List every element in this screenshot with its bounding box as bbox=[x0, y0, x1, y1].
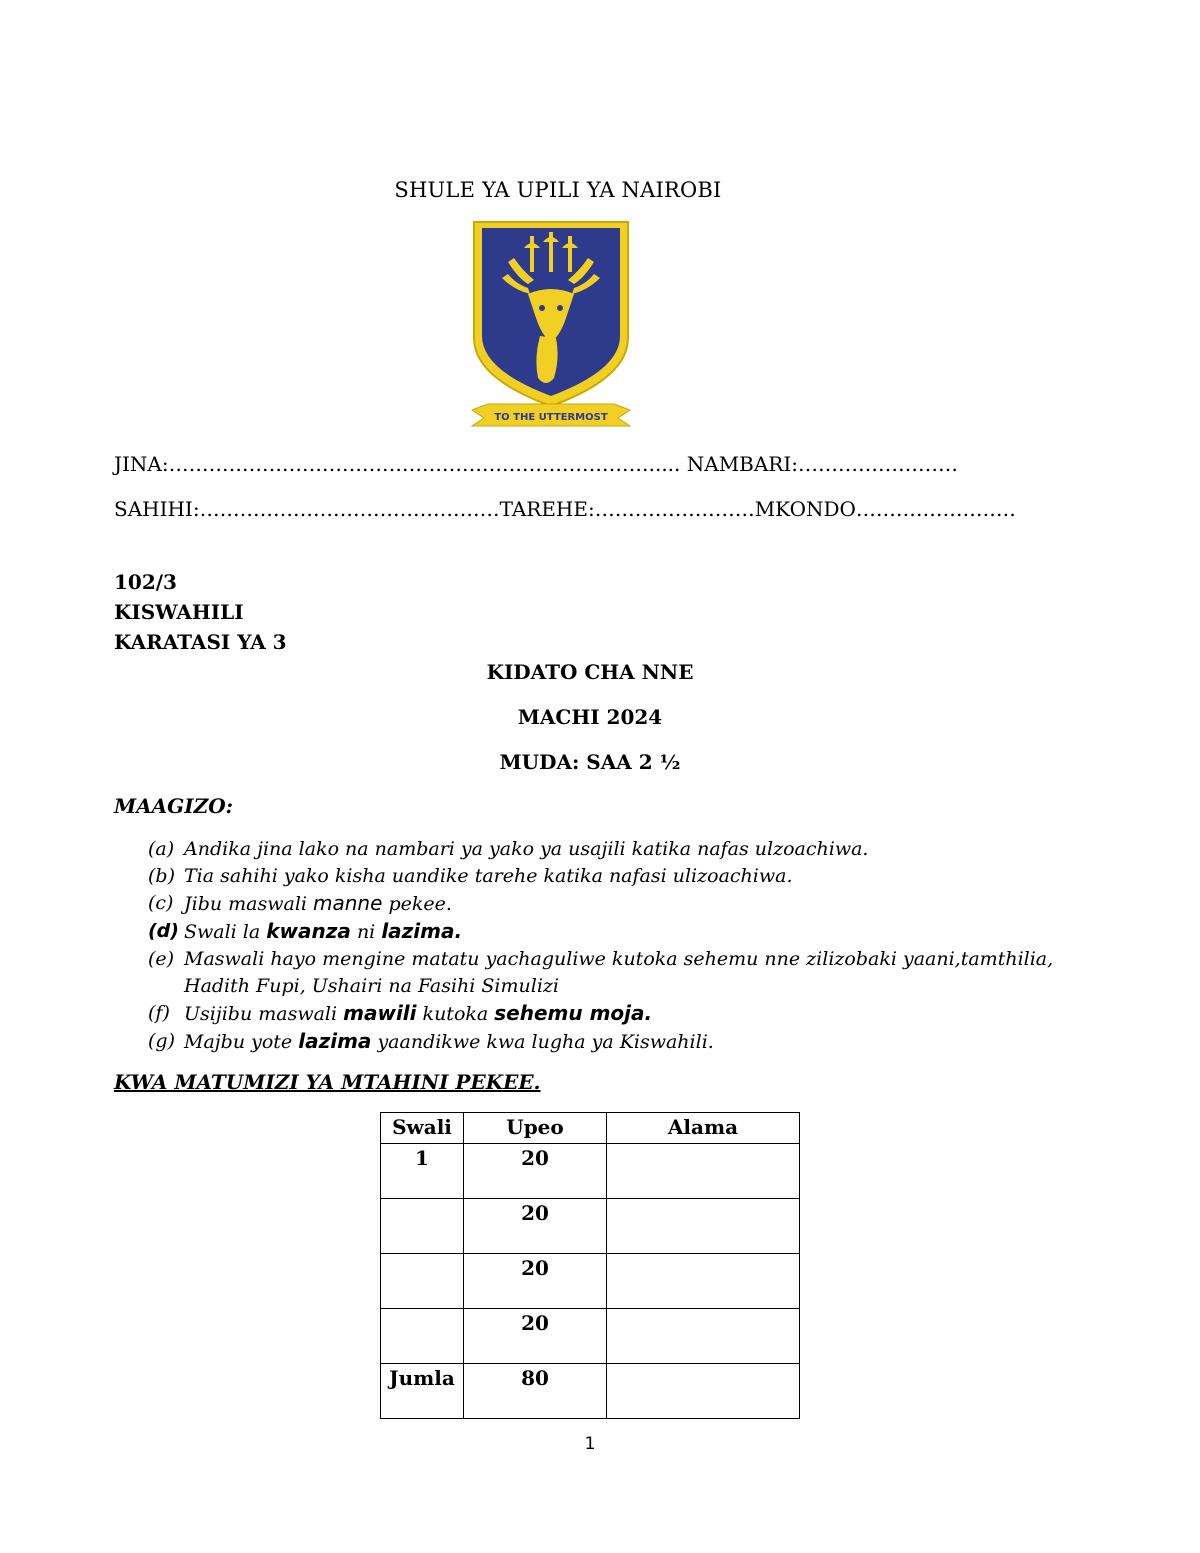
instruction-text: Swali la kwanza ni lazima. bbox=[184, 919, 463, 943]
table-row bbox=[381, 1309, 800, 1364]
sahihi-tarehe-mkondo-field: SAHIHI:………………………………………TAREHE:……………………MKONDO…………………… bbox=[114, 497, 1016, 521]
paper-kidato: KIDATO CHA NNE bbox=[486, 660, 694, 684]
instruction-label: (f) bbox=[148, 1002, 170, 1024]
instruction-emphasis: lazima bbox=[381, 919, 455, 943]
upeo-cell: 20 bbox=[464, 1309, 607, 1364]
instruction-item bbox=[148, 1028, 1068, 1056]
upeo-cell: 20 bbox=[464, 1254, 607, 1309]
crest-motto: TO THE UTTERMOST bbox=[494, 412, 608, 423]
marks-table bbox=[380, 1112, 800, 1419]
jina-nambari-field: JINA:………………………………………………………………..... NAMBARI:…………………… bbox=[114, 452, 959, 476]
instruction-item bbox=[148, 918, 1068, 946]
swali-cell: 1 bbox=[381, 1144, 464, 1199]
instruction-item bbox=[148, 890, 1068, 918]
table-row bbox=[381, 1254, 800, 1309]
paper-duration: MUDA: SAA 2 ½ bbox=[499, 750, 681, 774]
instruction-emphasis: manne bbox=[313, 891, 383, 915]
paper-subject: KISWAHILI bbox=[114, 600, 244, 624]
table-row bbox=[381, 1144, 800, 1199]
swali-cell bbox=[381, 1199, 464, 1254]
paper-code: 102/3 bbox=[114, 570, 177, 594]
instruction-emphasis: lazima bbox=[298, 1029, 372, 1053]
instructions-title: MAAGIZO: bbox=[114, 794, 234, 818]
column-header-upeo: Upeo bbox=[464, 1113, 607, 1144]
instruction-text: Jibu maswali manne pekee. bbox=[184, 891, 452, 915]
instruction-emphasis: kwanza bbox=[266, 919, 351, 943]
instruction-emphasis: sehemu moja bbox=[494, 1001, 645, 1025]
paper-karatasi: KARATASI YA 3 bbox=[114, 630, 287, 654]
instruction-label: (b) bbox=[148, 865, 175, 887]
column-header-alama: Alama bbox=[607, 1113, 800, 1144]
alama-cell[interactable] bbox=[607, 1144, 800, 1199]
upeo-cell: 20 bbox=[464, 1144, 607, 1199]
paper-date: MACHI 2024 bbox=[517, 705, 663, 729]
instruction-text: Maswali hayo mengine matatu yachaguliwe kutoka sehemu nne zilizobaki yaani,tamthilia, Hadith Fupi, Ushairi na Fasihi Simulizi bbox=[184, 948, 1054, 997]
table-row bbox=[381, 1199, 800, 1254]
instruction-label: (a) bbox=[148, 838, 175, 860]
column-header-swali: Swali bbox=[381, 1113, 464, 1144]
instruction-text: Tia sahihi yako kisha uandike tarehe katika nafasi ulizoachiwa. bbox=[184, 865, 793, 887]
alama-cell[interactable] bbox=[607, 1199, 800, 1254]
alama-cell[interactable] bbox=[607, 1254, 800, 1309]
instruction-label: (d) bbox=[148, 920, 179, 942]
page-number: 1 bbox=[584, 1434, 596, 1454]
instruction-label: (g) bbox=[148, 1030, 175, 1052]
table-header-row bbox=[381, 1113, 800, 1144]
examiner-heading: KWA MATUMIZI YA MTAHINI PEKEE. bbox=[114, 1070, 541, 1094]
school-crest-logo bbox=[468, 218, 634, 432]
swali-cell bbox=[381, 1309, 464, 1364]
instruction-emphasis: mawili bbox=[343, 1001, 417, 1025]
instruction-label: (e) bbox=[148, 948, 175, 970]
instruction-item bbox=[148, 836, 1068, 863]
instruction-label: (c) bbox=[148, 892, 174, 914]
instruction-text: Andika jina lako na nambari ya yako ya usajili katika nafas ulzoachiwa. bbox=[184, 838, 869, 860]
instruction-text: Majbu yote lazima yaandikwe kwa lugha ya Kiswahili. bbox=[184, 1029, 714, 1053]
alama-cell[interactable] bbox=[607, 1309, 800, 1364]
instruction-text: Usijibu maswali mawili kutoka sehemu moja. bbox=[184, 1001, 653, 1025]
instruction-item bbox=[148, 946, 1068, 1000]
instructions-list bbox=[148, 836, 1068, 1056]
swali-cell bbox=[381, 1254, 464, 1309]
total-upeo-cell: 80 bbox=[464, 1364, 607, 1419]
school-name: SHULE YA UPILI YA NAIROBI bbox=[394, 178, 722, 202]
instruction-item bbox=[148, 1000, 1068, 1028]
upeo-cell: 20 bbox=[464, 1199, 607, 1254]
total-label-cell: Jumla bbox=[381, 1364, 464, 1419]
instruction-item bbox=[148, 863, 1068, 890]
table-total-row bbox=[381, 1364, 800, 1419]
total-alama-cell[interactable] bbox=[607, 1364, 800, 1419]
